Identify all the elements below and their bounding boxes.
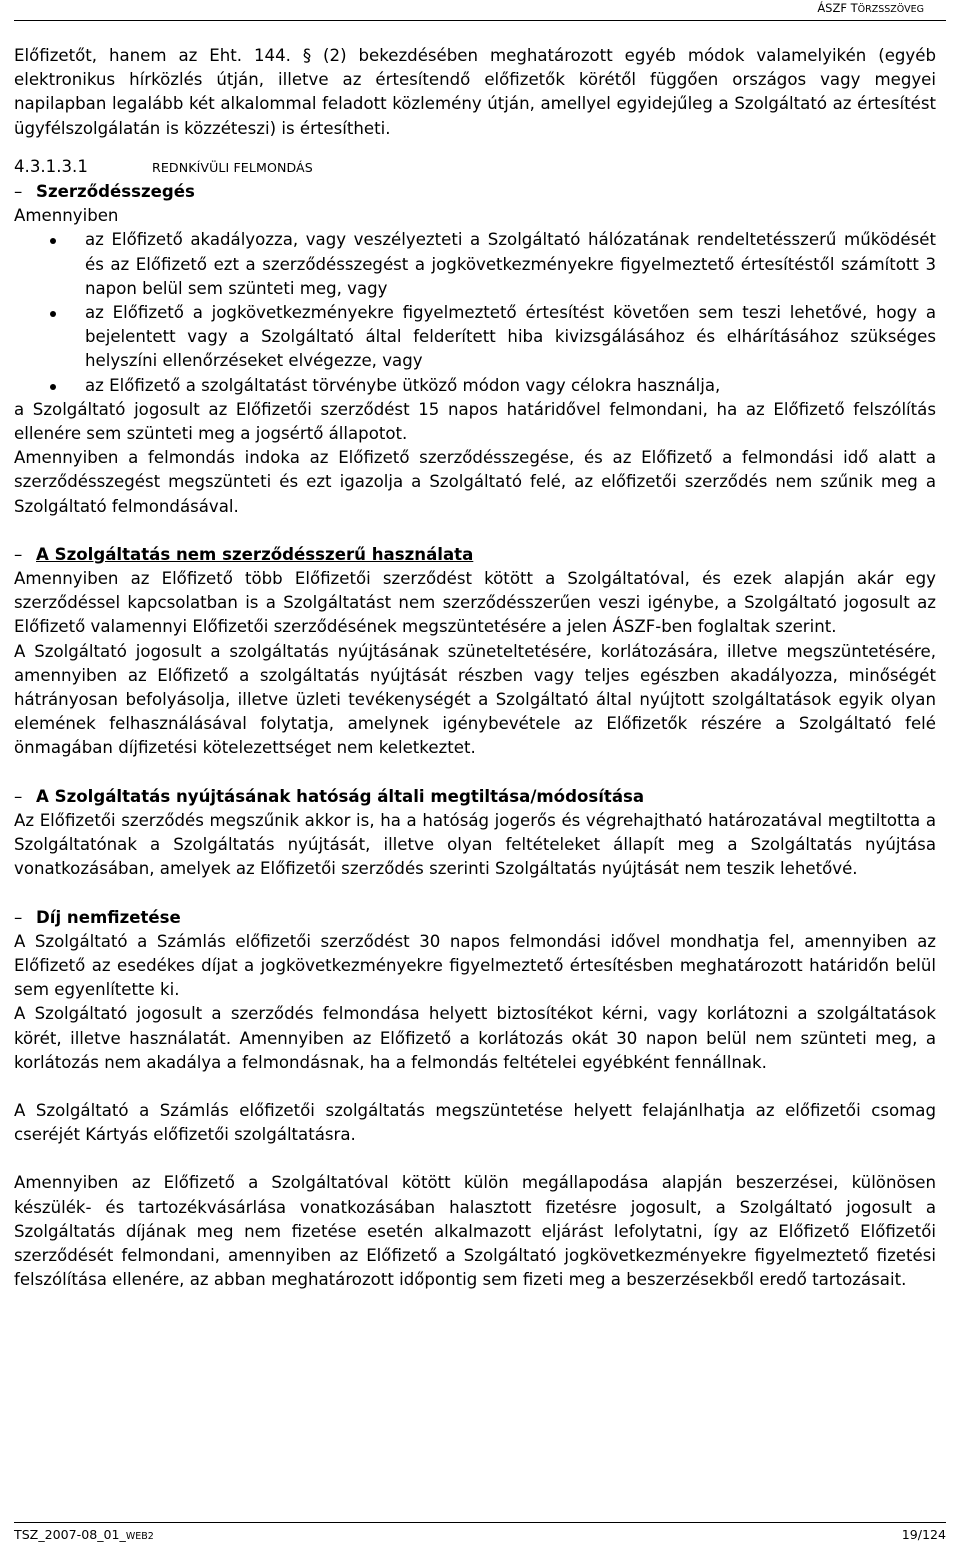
misuse-paragraph: A Szolgáltató jogosult a szolgáltatás nyújtásának szüneteltetésére, korlátozására, illetve megszüntetésére, amennyiben az Előfizető a szolgáltatás nyújtását részben vagy teljes egészben akadályozza, minőségét hátrányosan befolyásolja, illetve üzleti tevékenységét a Szolgáltató által nyújtott szolgáltatások egyik olyan elemének felhasználásával folytatja, amelynek igénybevétele az Előfizetők részére a Szolgáltató felé önmagában díjfizetési kötelezettséget nem keletkeztet. — [14, 641, 936, 758]
bullet-icon — [50, 238, 56, 244]
page-number: 19/124 — [901, 1527, 946, 1542]
footer-doc-id — [14, 1527, 154, 1542]
spacer — [14, 761, 936, 785]
list-item — [14, 228, 936, 301]
footer-doc-id-smallcaps: WEB2 — [125, 1531, 154, 1542]
dash-marker: – — [14, 907, 23, 927]
misuse-heading-text: A Szolgáltatás nem szerződésszerű használata — [36, 544, 474, 564]
intro-paragraph: Előfizetőt, hanem az Eht. 144. § (2) bekezdésében meghatározott egyéb módok valamelyikén (egyéb elektronikus hírközlés útján, illetve az értesítendő előfizetők körétől függően országos vagy megyei napilapban legalább két alkalommal feladott közlemény útján, amellyel egyidejűleg a Szolgáltató az értesítést ügyfélszolgálatán is közzéteszi) is értesítheti. — [14, 46, 936, 138]
breach-lead: Amennyiben — [14, 206, 119, 226]
spacer — [14, 1075, 936, 1099]
prohibition-heading-text: A Szolgáltatás nyújtásának hatóság általi megtiltása/módosítása — [36, 786, 645, 806]
list-item-text: az Előfizető a jogkövetkezményekre figyelmeztető értesítést követően sem teszi lehetővé, hogy a bejelentett vagy a Szolgáltató által felderített hiba kivizsgálásához és elhárításához szükséges helyszíni ellenőrzéseket elvégezze, vagy — [85, 303, 936, 371]
prohibition-paragraph: Az Előfizetői szerződés megszűnik akkor is, ha a hatóság jogerős és végrehajtható határozatával megtiltotta a Szolgáltatónak a Szolgáltatás nyújtását, illetve olyan feltételeket állapít meg a Szolgáltatás nyújtása vonatkozásában, amelyek az Előfizetői szerződés szerinti Szolgáltatás nyújtását nem teszik lehetővé. — [14, 810, 936, 879]
dash-marker: – — [14, 544, 23, 564]
header-title — [817, 1, 946, 15]
spacer — [14, 882, 936, 906]
nonpayment-paragraph: Amennyiben az Előfizető a Szolgáltatóval kötött külön megállapodása alapján beszerzései, különösen készülék- és tartozékvásárlása vonatkozásában halasztott fizetésre jogosult, a Szolgáltató jogosult a Szolgáltatás díjának meg nem fizetése esetén alkalmazott eljárást lefolytatni, így az Előfizető Előfizetői szerződését felmondani, amennyiben az Előfizető a Szolgáltató jogkövetkezményekre figyelmeztető fizetési felszólítása ellenére, az abban meghatározott időpontig sem fizeti meg a beszerzésekből eredő tartozásait. — [14, 1173, 936, 1290]
prohibition-heading — [14, 785, 936, 809]
nonpayment-paragraph: A Szolgáltató a Számlás előfizetői szerződést 30 napos felmondási idővel mondhatja fel, amennyiben az Előfizető az esedékes díjat a jogkövetkezményekre figyelmeztető értesítésben meghatározott határidőn belül sem egyenlítette ki. — [14, 931, 936, 1000]
nonpayment-paragraph: A Szolgáltató jogosult a szerződés felmondása helyett biztosítékot kérni, vagy korlátozni a szolgáltatások körét, illetve használatát. Amennyiben az Előfizető a korlátozás okát 30 napon belül nem szünteti meg, a korlátozás nem akadálya a felmondásnak, ha a felmondás feltételei egyébként fennállnak. — [14, 1004, 936, 1072]
list-item-text: az Előfizető a szolgáltatást törvénybe ütköző módon vagy célokra használja, — [85, 375, 721, 395]
breach-heading-text: Szerződésszegés — [36, 182, 195, 202]
header-title-main: ÁSZF T — [817, 1, 858, 15]
header-title-smallcaps: ÖRZSSZÖVEG — [857, 4, 924, 15]
list-item — [14, 301, 936, 374]
document-body — [14, 44, 936, 1292]
section-heading — [14, 155, 936, 180]
bullet-icon — [50, 311, 56, 317]
page-header — [14, 0, 946, 21]
spacer — [14, 519, 936, 543]
section-number: 4.3.1.3.1 — [14, 156, 88, 176]
section-title: REDNKÍVÜLI FELMONDÁS — [152, 159, 313, 175]
spacer — [14, 1147, 936, 1171]
misuse-paragraph: Amennyiben az Előfizető több Előfizetői szerződést kötött a Szolgáltatóval, és ezek alapján akár egy szerződéssel kapcsolatban is a Szolgáltatást nem szerződésszerűen veszi igénybe, a Szolgáltató jogosult az Előfizető valamennyi Előfizetői szerződésének megszüntetésére a jelen ÁSZF-ben foglaltak szerint. — [14, 569, 936, 637]
breach-list — [14, 228, 936, 397]
dash-marker: – — [14, 786, 23, 806]
nonpayment-heading-text: Díj nemfizetése — [36, 907, 181, 927]
page-footer — [14, 1522, 946, 1542]
nonpayment-heading — [14, 906, 936, 930]
bullet-icon — [50, 384, 56, 390]
dash-marker: – — [14, 182, 23, 202]
list-item-text: az Előfizető akadályozza, vagy veszélyezteti a Szolgáltató hálózatának rendeltetésszerű működését és az Előfizető ezt a szerződésszegést a jogkövetkezményekre figyelmeztető értesítéstől számított 3 napon belül sem szünteti meg, vagy — [85, 230, 936, 298]
breach-paragraph: Amennyiben a felmondás indoka az Előfizető szerződésszegése, és az Előfizető a felmondási idő alatt a szerződésszegést megszünteti és ezt igazolja a Szolgáltató felé, az előfizetői szerződés nem szűnik meg a Szolgáltató felmondásával. — [14, 448, 936, 516]
breach-paragraph: a Szolgáltató jogosult az Előfizetői szerződést 15 napos határidővel felmondani, ha az Előfizető felszólítás ellenére sem szünteti meg a jogsértő állapotot. — [14, 399, 936, 444]
list-item — [14, 374, 936, 398]
nonpayment-paragraph: A Szolgáltató a Számlás előfizetői szolgáltatás megszüntetése helyett felajánlhatja az előfizetői csomag cseréjét Kártyás előfizetői szolgáltatásra. — [14, 1100, 936, 1145]
footer-doc-id-main: TSZ_2007-08_01_ — [14, 1527, 126, 1542]
breach-heading — [14, 180, 936, 204]
misuse-heading — [14, 543, 936, 567]
